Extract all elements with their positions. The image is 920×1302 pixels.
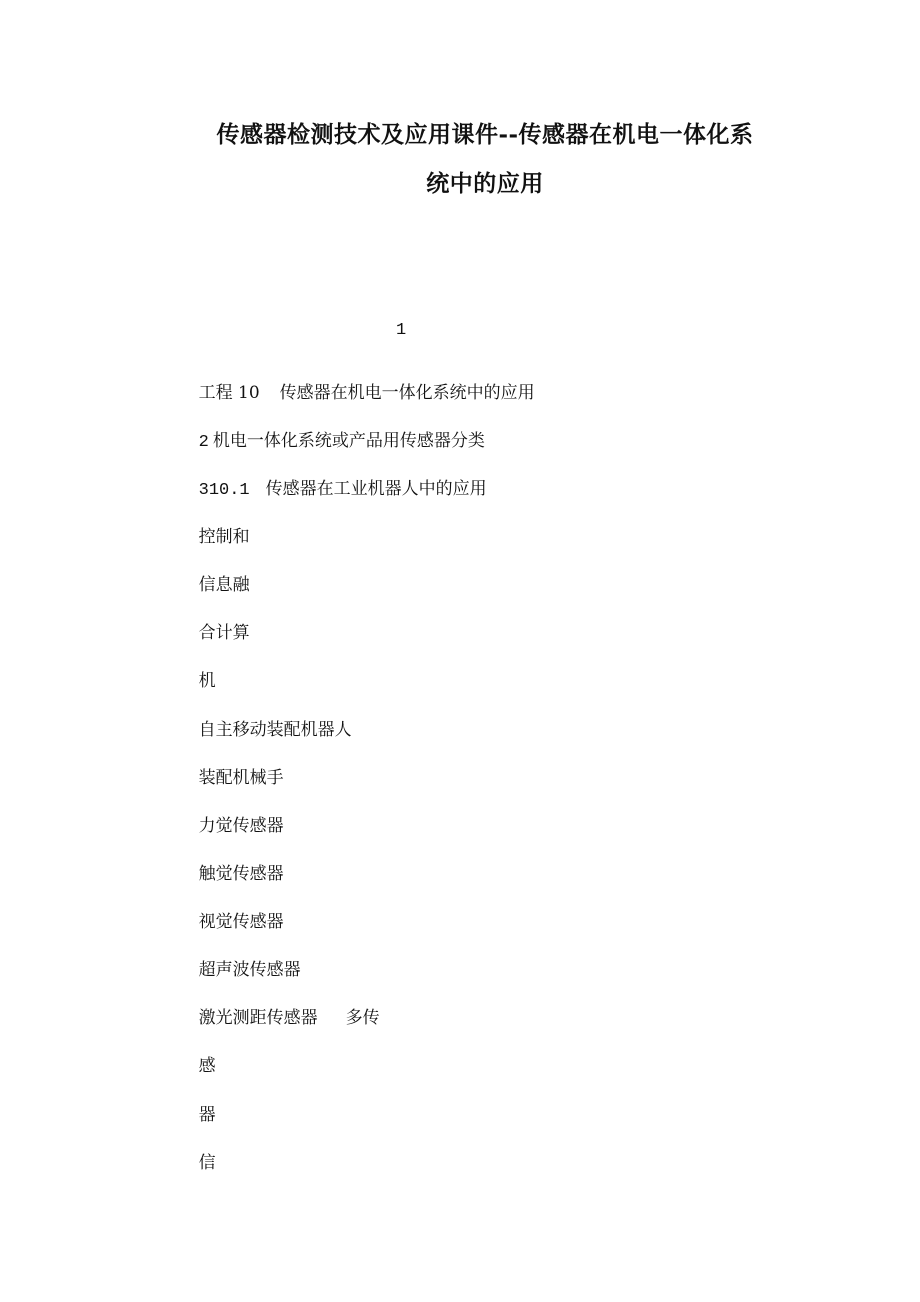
text-line: [177, 945, 301, 996]
line-text: 控制和: [198, 527, 250, 547]
text-line: [177, 705, 352, 756]
line-text-suffix: 多传: [345, 1008, 380, 1028]
text-line: [177, 608, 250, 659]
line-text: 合计算: [198, 623, 250, 643]
line-text: 感: [198, 1056, 216, 1076]
text-line: [177, 560, 250, 611]
line-text: 机电一体化系统或产品用传感器分类: [212, 431, 485, 451]
line-text: 器: [198, 1105, 216, 1125]
text-line: [177, 512, 250, 563]
document-title-line-2: 统中的应用: [426, 170, 544, 197]
line-text: 装配机械手: [198, 768, 284, 788]
document-title-line-1: 传感器检测技术及应用课件--传感器在机电一体化系: [216, 121, 754, 148]
text-line: [177, 464, 487, 516]
line-text: 触觉传感器: [198, 864, 284, 884]
line-text: 传感器在机电一体化系统中的应用: [279, 383, 535, 403]
line-text: 力觉传感器: [198, 816, 284, 836]
text-line: [177, 897, 284, 948]
text-line: [177, 753, 284, 804]
line-text: 超声波传感器: [198, 960, 301, 980]
line-text: 自主移动装配机器人: [198, 720, 352, 740]
text-line: [177, 801, 284, 852]
text-line: [177, 1138, 216, 1189]
line-text: 传感器在工业机器人中的应用: [265, 479, 487, 499]
line-text: 机: [198, 671, 216, 691]
section-number: 2: [198, 433, 209, 452]
line-text: 视觉传感器: [198, 912, 284, 932]
text-line: [177, 1041, 216, 1092]
page-number: 1: [396, 321, 407, 340]
text-line: [177, 656, 216, 707]
text-line: [177, 368, 535, 419]
text-line: [177, 1090, 216, 1141]
project-number: 工程 10: [198, 383, 260, 403]
line-text: 激光测距传感器: [198, 1008, 318, 1028]
line-text: 信息融: [198, 575, 250, 595]
text-line: [177, 849, 284, 900]
section-number: 310.1: [198, 481, 250, 500]
text-line: [177, 993, 380, 1044]
line-text: 信: [198, 1153, 216, 1173]
text-line: [177, 416, 485, 468]
